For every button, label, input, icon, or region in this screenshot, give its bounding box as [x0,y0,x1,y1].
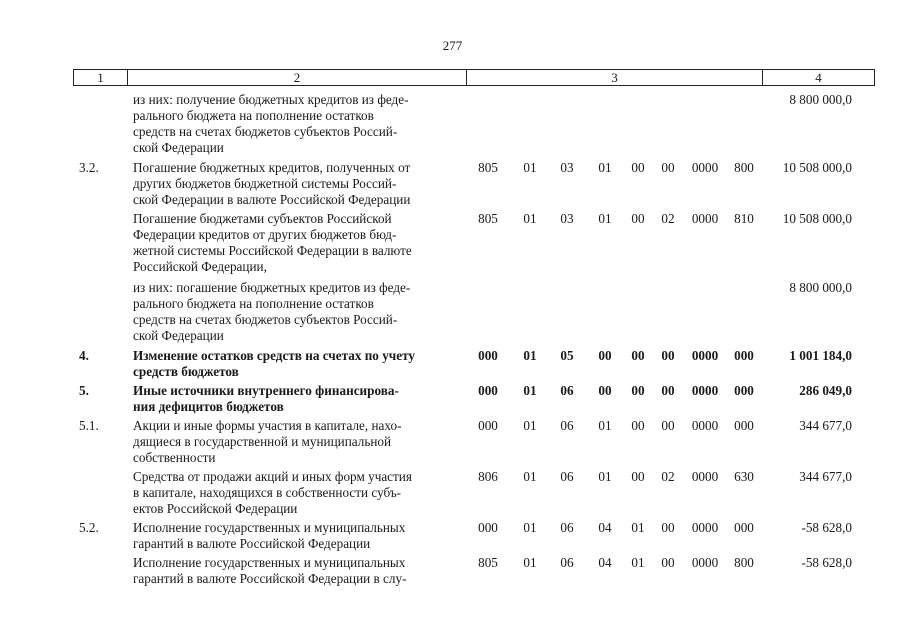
budget-code-part-5: 00 [631,160,645,175]
budget-code-part-6: 00 [661,520,675,535]
row-amount: -58 628,0 [801,555,852,570]
row-amount: 344 677,0 [799,469,852,484]
page-number: 277 [442,38,463,53]
row-description: из них: получение бюджетных кредитов из феде- рального бюджета на пополнение остатков средств на счетах бюджетов субъектов Россий- ской Федерации [133,92,409,155]
row-amount: 286 049,0 [799,383,852,398]
budget-code-part-7: 0000 [691,211,719,226]
budget-code-part-6: 02 [661,211,675,226]
row-description: Погашение бюджетных кредитов, полученных от других бюджетов бюджетной системы Россий- ской Федерации в валюте Российской Федерации [133,160,411,207]
row-number: 5. [79,383,89,398]
budget-code-part-1: 000 [478,383,498,398]
budget-code-part-7: 0000 [691,418,719,433]
row-description: Акции и иные формы участия в капитале, нахо- дящиеся в государственной и муниципальной собственности [133,418,402,465]
budget-code-part-2: 01 [523,211,537,226]
budget-code-part-5: 01 [631,520,645,535]
budget-code-part-5: 00 [631,211,645,226]
header-col-1: 1 [73,69,128,86]
budget-code-part-8: 000 [734,520,754,535]
budget-code-part-1: 805 [478,211,498,226]
row-number: 5.1. [79,418,99,433]
budget-code-part-3: 06 [560,469,574,484]
budget-code-part-7: 0000 [691,520,719,535]
budget-code-part-6: 00 [661,383,675,398]
budget-code-part-3: 06 [560,383,574,398]
budget-code-part-4: 00 [598,383,612,398]
row-amount: 10 508 000,0 [782,211,852,226]
row-number: 4. [79,348,89,363]
row-number: 3.2. [79,160,99,175]
budget-code-part-3: 06 [560,555,574,570]
budget-code-part-5: 00 [631,348,645,363]
budget-code-part-1: 805 [478,555,498,570]
budget-code-part-1: 000 [478,348,498,363]
budget-code-part-4: 01 [598,211,612,226]
budget-code-part-8: 000 [734,348,754,363]
budget-code-part-6: 00 [661,348,675,363]
budget-code-part-8: 000 [734,418,754,433]
row-amount: -58 628,0 [801,520,852,535]
budget-code-part-4: 01 [598,160,612,175]
budget-code-part-1: 806 [478,469,498,484]
row-description: Изменение остатков средств на счетах по учету средств бюджетов [133,348,415,379]
row-amount: 10 508 000,0 [782,160,852,175]
budget-code-part-6: 00 [661,555,675,570]
budget-code-part-1: 000 [478,520,498,535]
budget-code-part-5: 00 [631,469,645,484]
budget-code-part-4: 01 [598,418,612,433]
row-amount: 8 800 000,0 [789,280,852,295]
header-col-3: 3 [466,69,763,86]
budget-code-part-5: 00 [631,383,645,398]
budget-code-part-1: 805 [478,160,498,175]
row-amount: 344 677,0 [799,418,852,433]
row-description: из них: погашение бюджетных кредитов из феде- рального бюджета на пополнение остатков средств на счетах бюджетов субъектов Россий- ской Федерации [133,280,411,343]
budget-code-part-4: 04 [598,555,612,570]
budget-code-part-2: 01 [523,555,537,570]
row-description: Иные источники внутреннего финансирова- ния дефицитов бюджетов [133,383,399,414]
budget-code-part-6: 00 [661,418,675,433]
budget-code-part-3: 06 [560,520,574,535]
budget-code-part-7: 0000 [691,555,719,570]
budget-code-part-7: 0000 [691,383,719,398]
budget-code-part-7: 0000 [691,469,719,484]
budget-code-part-8: 800 [734,160,754,175]
budget-code-part-3: 03 [560,160,574,175]
budget-code-part-3: 05 [560,348,574,363]
budget-code-part-3: 03 [560,211,574,226]
row-description: Средства от продажи акций и иных форм участия в капитале, находящихся в собственности субъ- ектов Российской Федерации [133,469,412,516]
budget-code-part-2: 01 [523,418,537,433]
budget-code-part-8: 800 [734,555,754,570]
budget-code-part-2: 01 [523,469,537,484]
row-amount: 8 800 000,0 [789,92,852,107]
budget-code-part-2: 01 [523,383,537,398]
budget-code-part-4: 04 [598,520,612,535]
budget-code-part-5: 00 [631,418,645,433]
budget-code-part-2: 01 [523,520,537,535]
row-amount: 1 001 184,0 [789,348,852,363]
budget-code-part-1: 000 [478,418,498,433]
budget-code-part-2: 01 [523,160,537,175]
budget-code-part-8: 630 [734,469,754,484]
budget-code-part-7: 0000 [691,348,719,363]
budget-code-part-4: 01 [598,469,612,484]
budget-code-part-2: 01 [523,348,537,363]
budget-code-part-7: 0000 [691,160,719,175]
budget-code-part-6: 00 [661,160,675,175]
row-description: Погашение бюджетами субъектов Российской Федерации кредитов от других бюджетов бюд- жетной системы Российской Федерации в валюте Российской Федерации, [133,211,412,274]
budget-code-part-6: 02 [661,469,675,484]
row-number: 5.2. [79,520,99,535]
budget-code-part-3: 06 [560,418,574,433]
budget-code-part-5: 01 [631,555,645,570]
header-col-4: 4 [762,69,875,86]
row-description: Исполнение государственных и муниципальных гарантий в валюте Российской Федерации [133,520,406,551]
budget-code-part-8: 000 [734,383,754,398]
budget-code-part-8: 810 [734,211,754,226]
row-description: Исполнение государственных и муниципальных гарантий в валюте Российской Федерации в слу- [133,555,407,586]
header-col-2: 2 [127,69,467,86]
budget-code-part-4: 00 [598,348,612,363]
